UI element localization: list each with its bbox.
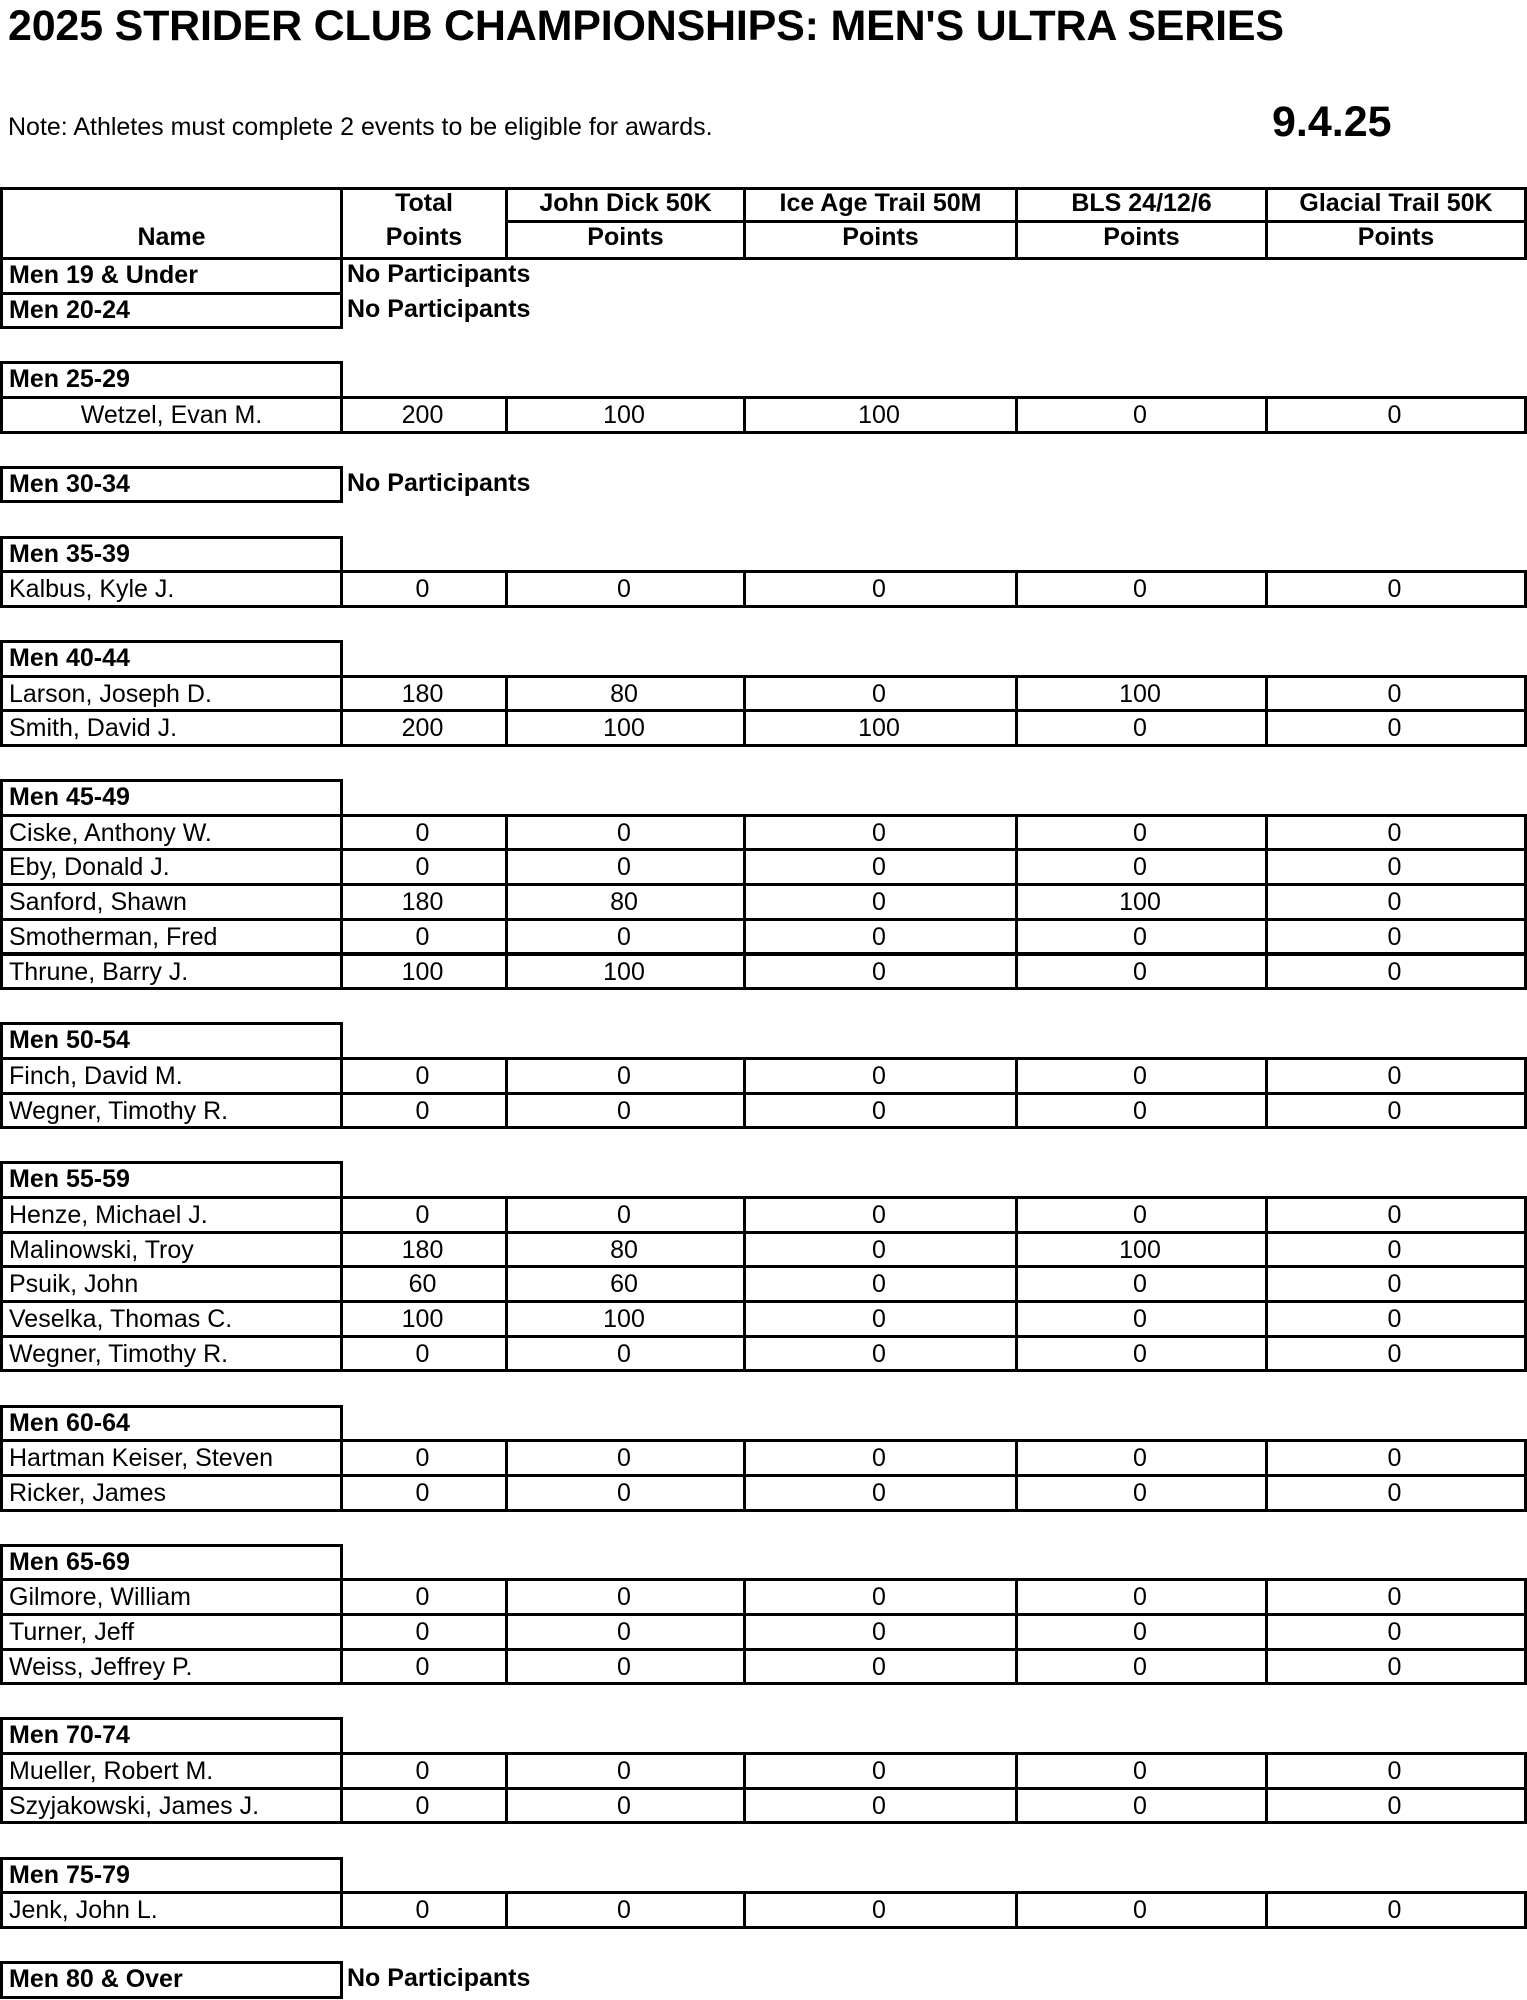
points-cell: 0 <box>1015 1752 1268 1790</box>
points-cell: 0 <box>1265 1265 1527 1303</box>
points-cell: 100 <box>1015 675 1268 713</box>
athlete-name: Malinowski, Troy <box>0 1231 343 1269</box>
points-cell: 0 <box>1015 1335 1268 1373</box>
points-cell: 0 <box>505 1613 746 1651</box>
points-cell: 0 <box>1265 1474 1527 1512</box>
points-cell: 0 <box>505 1787 746 1825</box>
athlete-name: Ciske, Anthony W. <box>0 814 343 852</box>
age-group-label: Men 75-79 <box>0 1857 343 1895</box>
points-cell: 0 <box>1265 918 1527 956</box>
athlete-name: Veselka, Thomas C. <box>0 1300 343 1338</box>
points-cell: 60 <box>340 1265 508 1303</box>
athlete-name: Wegner, Timothy R. <box>0 1335 343 1373</box>
points-cell: 0 <box>1015 1265 1268 1303</box>
age-group-label: Men 40-44 <box>0 640 343 678</box>
points-cell: 180 <box>340 1231 508 1269</box>
report-date: 9.4.25 <box>1272 98 1392 146</box>
age-group-label: Men 60-64 <box>0 1405 343 1443</box>
points-cell: 0 <box>1265 570 1527 608</box>
points-cell: 80 <box>505 883 746 921</box>
points-cell: 0 <box>743 1752 1018 1790</box>
points-cell: 0 <box>1265 396 1527 434</box>
points-cell: 0 <box>340 1787 508 1825</box>
points-cell: 100 <box>340 953 508 991</box>
points-cell: 0 <box>743 953 1018 991</box>
points-cell: 0 <box>340 570 508 608</box>
points-cell: 180 <box>340 675 508 713</box>
points-cell: 0 <box>505 1474 746 1512</box>
points-cell: 0 <box>1015 814 1268 852</box>
points-cell: 0 <box>743 1578 1018 1616</box>
age-group-label: Men 35-39 <box>0 536 343 574</box>
points-cell: 0 <box>1015 1300 1268 1338</box>
points-cell: 0 <box>340 814 508 852</box>
points-cell: 0 <box>1265 848 1527 886</box>
points-cell: 0 <box>340 1057 508 1095</box>
points-cell: 0 <box>340 848 508 886</box>
points-cell: 0 <box>743 1439 1018 1477</box>
points-cell: 0 <box>505 1752 746 1790</box>
athlete-name: Hartman Keiser, Steven <box>0 1439 343 1477</box>
age-group-label: Men 50-54 <box>0 1022 343 1060</box>
points-cell: 0 <box>340 1891 508 1929</box>
points-cell: 0 <box>1265 1057 1527 1095</box>
points-cell: 0 <box>743 1474 1018 1512</box>
header-event-label: Ice Age Trail 50M <box>779 189 982 217</box>
points-cell: 0 <box>1265 953 1527 991</box>
points-cell: 100 <box>505 953 746 991</box>
points-cell: 0 <box>505 1196 746 1234</box>
age-group-label: Men 45-49 <box>0 779 343 817</box>
athlete-name: Turner, Jeff <box>0 1613 343 1651</box>
header-points-label: Points <box>842 223 919 251</box>
header-points-label: Points <box>1103 223 1180 251</box>
no-participants-label: No Participants <box>347 294 531 323</box>
points-cell: 0 <box>1015 1648 1268 1686</box>
header-event-label: Glacial Trail 50K <box>1299 189 1493 217</box>
points-cell: 80 <box>505 1231 746 1269</box>
points-cell: 0 <box>1265 1752 1527 1790</box>
points-cell: 0 <box>505 1092 746 1130</box>
points-cell: 0 <box>743 1196 1018 1234</box>
points-cell: 0 <box>743 570 1018 608</box>
points-cell: 100 <box>1015 883 1268 921</box>
athlete-name: Henze, Michael J. <box>0 1196 343 1234</box>
points-cell: 0 <box>1265 1335 1527 1373</box>
athlete-name: Wetzel, Evan M. <box>0 396 343 434</box>
points-cell: 0 <box>743 1092 1018 1130</box>
athlete-name: Mueller, Robert M. <box>0 1752 343 1790</box>
points-cell: 0 <box>1015 1196 1268 1234</box>
points-cell: 0 <box>340 1439 508 1477</box>
athlete-name: Kalbus, Kyle J. <box>0 570 343 608</box>
points-cell: 0 <box>1015 1092 1268 1130</box>
points-cell: 0 <box>1265 1231 1527 1269</box>
points-cell: 0 <box>1265 1300 1527 1338</box>
points-cell: 0 <box>1265 709 1527 747</box>
points-cell: 0 <box>1265 1439 1527 1477</box>
points-cell: 0 <box>743 1231 1018 1269</box>
points-cell: 0 <box>1015 953 1268 991</box>
points-cell: 0 <box>1265 1648 1527 1686</box>
points-cell: 0 <box>505 848 746 886</box>
no-participants-label: No Participants <box>347 468 531 497</box>
points-cell: 100 <box>743 396 1018 434</box>
age-group-label: Men 19 & Under <box>0 257 343 295</box>
points-cell: 0 <box>505 814 746 852</box>
points-cell: 0 <box>743 1648 1018 1686</box>
no-participants-label: No Participants <box>347 260 531 288</box>
points-cell: 60 <box>505 1265 746 1303</box>
header-points-label: Points <box>587 223 664 251</box>
athlete-name: Eby, Donald J. <box>0 848 343 886</box>
points-cell: 200 <box>340 709 508 747</box>
points-cell: 100 <box>743 709 1018 747</box>
points-cell: 0 <box>505 1891 746 1929</box>
header-event-label: John Dick 50K <box>539 189 712 217</box>
points-cell: 0 <box>1265 1787 1527 1825</box>
points-cell: 0 <box>340 1474 508 1512</box>
points-cell: 0 <box>1015 1057 1268 1095</box>
points-cell: 100 <box>505 396 746 434</box>
athlete-name: Thrune, Barry J. <box>0 953 343 991</box>
points-cell: 0 <box>743 675 1018 713</box>
no-participants-label: No Participants <box>347 1963 531 1992</box>
points-cell: 100 <box>505 1300 746 1338</box>
points-cell: 0 <box>1015 918 1268 956</box>
points-cell: 0 <box>340 1196 508 1234</box>
age-group-label: Men 25-29 <box>0 361 343 399</box>
points-cell: 0 <box>1265 1196 1527 1234</box>
points-cell: 200 <box>340 396 508 434</box>
age-group-label: Men 30-34 <box>0 466 343 504</box>
points-cell: 0 <box>743 1787 1018 1825</box>
points-cell: 0 <box>743 814 1018 852</box>
athlete-name: Jenk, John L. <box>0 1891 343 1929</box>
points-cell: 0 <box>743 883 1018 921</box>
points-cell: 100 <box>340 1300 508 1338</box>
points-cell: 0 <box>1265 1578 1527 1616</box>
athlete-name: Sanford, Shawn <box>0 883 343 921</box>
points-cell: 100 <box>505 709 746 747</box>
points-cell: 0 <box>1265 1613 1527 1651</box>
points-cell: 0 <box>340 1752 508 1790</box>
points-cell: 0 <box>340 1578 508 1616</box>
points-cell: 0 <box>340 1648 508 1686</box>
points-cell: 0 <box>743 1613 1018 1651</box>
points-cell: 0 <box>743 1300 1018 1338</box>
athlete-name: Weiss, Jeffrey P. <box>0 1648 343 1686</box>
athlete-name: Szyjakowski, James J. <box>0 1787 343 1825</box>
points-cell: 0 <box>743 918 1018 956</box>
points-cell: 0 <box>340 1335 508 1373</box>
page-title: 2025 STRIDER CLUB CHAMPIONSHIPS: MEN'S ULTRA SERIES <box>8 2 1284 50</box>
points-cell: 0 <box>743 1265 1018 1303</box>
points-cell: 0 <box>505 918 746 956</box>
points-cell: 0 <box>743 1057 1018 1095</box>
points-cell: 0 <box>1015 848 1268 886</box>
points-cell: 0 <box>743 1891 1018 1929</box>
age-group-label: Men 55-59 <box>0 1161 343 1199</box>
athlete-name: Finch, David M. <box>0 1057 343 1095</box>
age-group-label: Men 70-74 <box>0 1717 343 1755</box>
points-cell: 0 <box>1265 1891 1527 1929</box>
header-event-label: Total <box>395 189 453 217</box>
age-group-label: Men 80 & Over <box>0 1961 343 1999</box>
points-cell: 0 <box>1015 1891 1268 1929</box>
points-cell: 0 <box>1015 1439 1268 1477</box>
points-cell: 0 <box>505 1648 746 1686</box>
points-cell: 0 <box>340 918 508 956</box>
points-cell: 180 <box>340 883 508 921</box>
points-cell: 0 <box>1265 883 1527 921</box>
eligibility-note: Note: Athletes must complete 2 events to be eligible for awards. <box>8 113 713 141</box>
athlete-name: Gilmore, William <box>0 1578 343 1616</box>
points-cell: 0 <box>1015 1613 1268 1651</box>
header-event-label: BLS 24/12/6 <box>1071 189 1212 217</box>
points-cell: 0 <box>743 1335 1018 1373</box>
athlete-name: Ricker, James <box>0 1474 343 1512</box>
points-cell: 0 <box>505 1057 746 1095</box>
points-cell: 0 <box>505 1335 746 1373</box>
points-cell: 0 <box>1015 1787 1268 1825</box>
points-cell: 0 <box>505 1439 746 1477</box>
points-cell: 80 <box>505 675 746 713</box>
points-cell: 0 <box>1265 1092 1527 1130</box>
points-cell: 0 <box>505 570 746 608</box>
points-cell: 0 <box>340 1613 508 1651</box>
header-points-label: Points <box>385 223 463 251</box>
points-cell: 0 <box>505 1578 746 1616</box>
header-name-label: Name <box>137 223 206 251</box>
points-cell: 0 <box>1015 709 1268 747</box>
athlete-name: Smotherman, Fred <box>0 918 343 956</box>
points-cell: 0 <box>1265 675 1527 713</box>
points-cell: 100 <box>1015 1231 1268 1269</box>
athlete-name: Psuik, John <box>0 1265 343 1303</box>
header-points-label: Points <box>1357 223 1435 251</box>
points-cell: 0 <box>1015 396 1268 434</box>
points-cell: 0 <box>1015 1474 1268 1512</box>
age-group-label: Men 20-24 <box>0 292 343 330</box>
points-cell: 0 <box>1015 1578 1268 1616</box>
points-cell: 0 <box>1265 814 1527 852</box>
points-cell: 0 <box>340 1092 508 1130</box>
athlete-name: Smith, David J. <box>0 709 343 747</box>
athlete-name: Wegner, Timothy R. <box>0 1092 343 1130</box>
points-cell: 0 <box>1015 570 1268 608</box>
age-group-label: Men 65-69 <box>0 1544 343 1582</box>
points-cell: 0 <box>743 848 1018 886</box>
athlete-name: Larson, Joseph D. <box>0 675 343 713</box>
